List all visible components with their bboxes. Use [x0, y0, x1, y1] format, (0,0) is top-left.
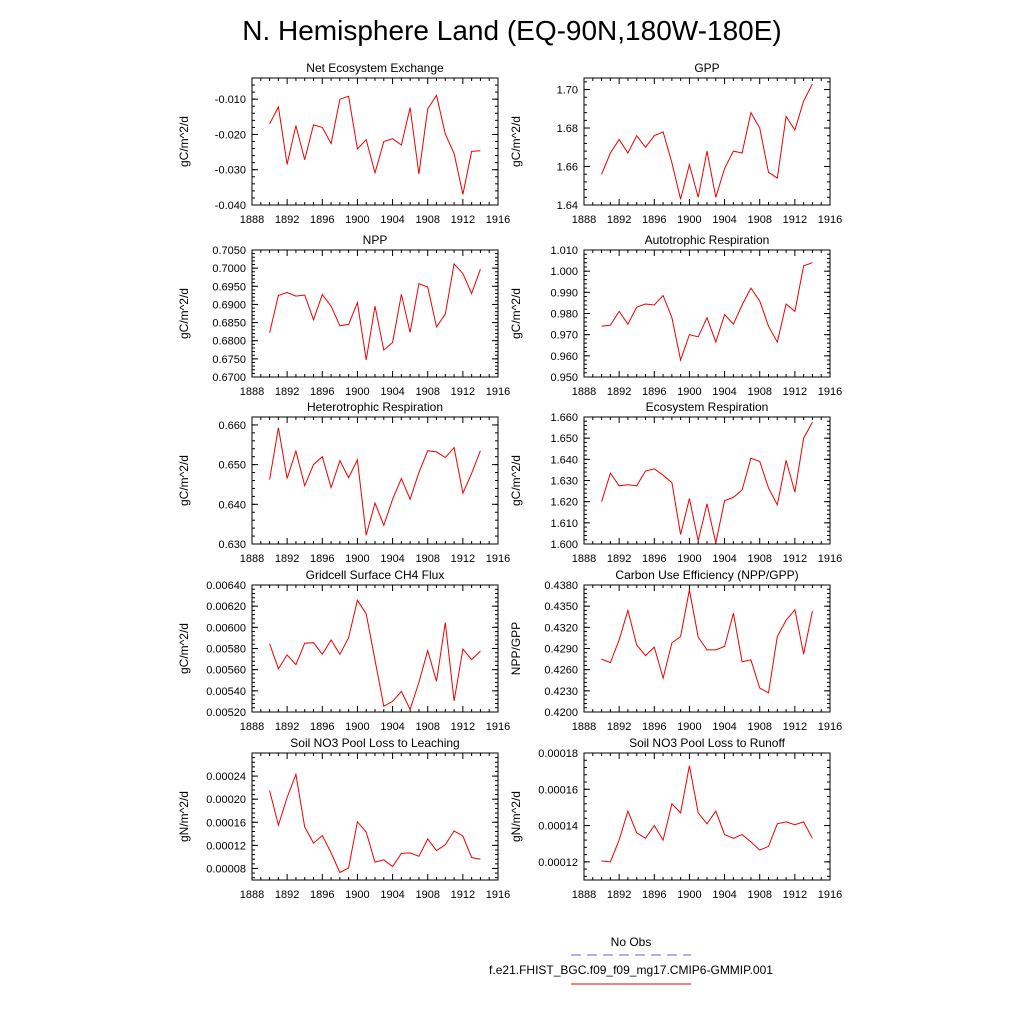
y-tick-label: 0.660 [218, 419, 246, 432]
y-tick-label: 0.4230 [544, 685, 578, 698]
panel-net-ecosystem-exchange [177, 61, 510, 226]
x-tick-label: 1900 [677, 214, 702, 226]
x-tick-label: 1900 [677, 889, 702, 901]
y-tick-label: 0.00640 [206, 580, 246, 592]
x-tick-label: 1896 [642, 721, 667, 733]
y-tick-label: 0.6850 [212, 317, 246, 330]
x-tick-label: 1916 [485, 721, 511, 733]
x-tick-label: 1912 [450, 721, 476, 733]
y-tick-label: 0.4350 [544, 601, 578, 614]
panel-title: Net Ecosystem Exchange [306, 61, 444, 75]
y-tick-label: 0.960 [550, 350, 578, 363]
x-tick-label: 1912 [782, 553, 808, 565]
x-tick-label: 1908 [747, 553, 772, 565]
y-tick-label: 1.000 [550, 266, 578, 279]
panel-autotrophic-respiration [509, 233, 842, 398]
panel-title: Soil NO3 Pool Loss to Leaching [290, 736, 460, 750]
x-tick-label: 1900 [677, 553, 702, 565]
y-tick-label: -0.030 [214, 164, 246, 177]
panel-grid [177, 61, 842, 901]
figure-title: N. Hemisphere Land (EQ-90N,180W-180E) [242, 15, 782, 46]
x-tick-label: 1888 [239, 386, 265, 398]
y-tick-label: 0.00560 [206, 664, 246, 677]
y-axis-label: gC/m^2/d [177, 455, 191, 506]
x-tick-label: 1900 [345, 721, 370, 733]
x-tick-label: 1904 [380, 214, 405, 226]
plot-frame [584, 753, 830, 880]
y-axis-label: gN/m^2/d [509, 791, 523, 842]
y-tick-label: 1.600 [550, 539, 578, 551]
y-tick-label: -0.040 [214, 200, 246, 212]
y-tick-label: 0.6750 [212, 353, 246, 366]
x-tick-label: 1896 [642, 889, 667, 901]
y-tick-label: 1.64 [556, 200, 578, 212]
x-tick-label: 1904 [712, 214, 737, 226]
legend-label-no-obs: No Obs [610, 935, 652, 949]
plot-frame [252, 585, 498, 712]
y-axis-label: gC/m^2/d [509, 455, 523, 506]
series-line [602, 766, 813, 862]
x-tick-label: 1904 [380, 386, 405, 398]
y-tick-label: 1.620 [550, 496, 578, 509]
x-tick-label: 1916 [817, 553, 843, 565]
x-tick-label: 1896 [310, 214, 335, 226]
x-tick-label: 1892 [606, 214, 632, 226]
panel-gridcell-surface-ch4-flux [177, 568, 510, 733]
x-tick-label: 1912 [782, 721, 808, 733]
x-tick-label: 1888 [239, 721, 265, 733]
y-tick-label: 0.00008 [206, 863, 246, 876]
x-tick-label: 1888 [571, 553, 597, 565]
x-tick-label: 1892 [274, 386, 300, 398]
y-tick-label: 0.00012 [206, 840, 246, 853]
series-line [602, 590, 813, 693]
y-tick-label: 0.640 [218, 499, 246, 512]
y-tick-label: 1.68 [556, 123, 578, 136]
x-tick-label: 1916 [485, 889, 511, 901]
y-tick-label: 1.010 [550, 245, 578, 257]
x-tick-label: 1892 [606, 721, 632, 733]
x-tick-label: 1896 [310, 889, 335, 901]
y-tick-label: 0.7000 [212, 263, 246, 276]
legend-label-model-run: f.e21.FHIST_BGC.f09_f09_mg17.CMIP6-GMMIP.001 [489, 963, 773, 977]
x-tick-label: 1888 [239, 214, 265, 226]
y-tick-label: 0.00540 [206, 685, 246, 698]
x-tick-label: 1912 [450, 386, 476, 398]
y-tick-label: 0.4260 [544, 664, 578, 677]
x-tick-label: 1900 [345, 214, 370, 226]
x-tick-label: 1912 [782, 386, 808, 398]
panel-title: Heterotrophic Respiration [306, 400, 444, 414]
series-line [270, 95, 481, 194]
x-tick-label: 1916 [817, 214, 843, 226]
panel-soil-no3-pool-loss-to-runoff [509, 736, 842, 901]
x-tick-label: 1896 [310, 721, 335, 733]
y-tick-label: 1.640 [550, 454, 578, 467]
y-tick-label: -0.010 [214, 94, 246, 107]
y-tick-label: 0.00016 [538, 784, 578, 797]
series-line [602, 84, 813, 199]
panel-ecosystem-respiration [509, 400, 842, 565]
y-tick-label: 0.00024 [206, 771, 246, 784]
series-line [602, 263, 813, 360]
y-tick-label: 1.660 [550, 412, 578, 424]
y-tick-label: -0.020 [214, 129, 246, 142]
y-tick-label: 0.00620 [206, 601, 246, 614]
y-tick-label: 0.00020 [206, 794, 246, 807]
y-axis-label: gC/m^2/d [177, 623, 191, 674]
y-tick-label: 0.6900 [212, 299, 246, 312]
y-tick-label: 0.6700 [212, 372, 246, 384]
x-tick-label: 1904 [712, 553, 737, 565]
y-tick-label: 0.4200 [544, 707, 578, 719]
y-tick-label: 1.630 [550, 475, 578, 488]
x-tick-label: 1908 [747, 214, 772, 226]
y-axis-label: NPP/GPP [509, 621, 523, 676]
x-tick-label: 1892 [274, 721, 300, 733]
plot-frame [584, 585, 830, 712]
x-tick-label: 1916 [817, 386, 843, 398]
y-tick-label: 0.00012 [538, 856, 578, 869]
panel-title: Soil NO3 Pool Loss to Runoff [629, 736, 785, 750]
y-tick-label: 0.00018 [538, 748, 578, 760]
y-axis-label: gC/m^2/d [177, 116, 191, 167]
plot-frame [252, 417, 498, 544]
y-tick-label: 1.70 [556, 84, 578, 97]
x-tick-label: 1908 [415, 553, 440, 565]
x-tick-label: 1904 [712, 889, 737, 901]
x-tick-label: 1912 [782, 214, 808, 226]
x-tick-label: 1912 [450, 889, 476, 901]
x-tick-label: 1892 [274, 889, 300, 901]
y-tick-label: 1.610 [550, 517, 578, 530]
y-tick-label: 0.6800 [212, 335, 246, 348]
x-tick-label: 1892 [606, 889, 632, 901]
x-tick-label: 1888 [571, 386, 597, 398]
x-tick-label: 1892 [606, 553, 632, 565]
x-tick-label: 1896 [310, 553, 335, 565]
x-tick-label: 1916 [817, 889, 843, 901]
y-tick-label: 0.00014 [538, 820, 578, 833]
x-tick-label: 1904 [380, 889, 405, 901]
x-tick-label: 1888 [571, 214, 597, 226]
x-tick-label: 1908 [415, 386, 440, 398]
x-tick-label: 1908 [747, 889, 772, 901]
x-tick-label: 1908 [415, 721, 440, 733]
y-tick-label: 0.4290 [544, 643, 578, 656]
x-tick-label: 1900 [345, 889, 370, 901]
x-tick-label: 1912 [450, 553, 476, 565]
series-line [602, 422, 813, 543]
x-tick-label: 1888 [571, 889, 597, 901]
series-line [270, 774, 481, 872]
x-tick-label: 1900 [345, 553, 370, 565]
y-tick-label: 0.00520 [206, 707, 246, 719]
x-tick-label: 1900 [677, 386, 702, 398]
x-tick-label: 1896 [310, 386, 335, 398]
panel-title: Carbon Use Efficiency (NPP/GPP) [615, 568, 799, 582]
y-tick-label: 0.00016 [206, 817, 246, 830]
plot-frame [252, 250, 498, 377]
x-tick-label: 1896 [642, 553, 667, 565]
y-tick-label: 0.4380 [544, 580, 578, 592]
panel-title: NPP [362, 233, 388, 247]
panel-carbon-use-efficiency-npp-gpp [509, 568, 842, 733]
panel-npp [177, 233, 510, 398]
x-tick-label: 1908 [747, 721, 772, 733]
y-tick-label: 1.66 [556, 161, 578, 174]
x-tick-label: 1888 [571, 721, 597, 733]
x-tick-label: 1908 [747, 386, 772, 398]
y-tick-label: 0.990 [550, 287, 578, 300]
x-tick-label: 1892 [606, 386, 632, 398]
y-axis-label: gC/m^2/d [509, 288, 523, 339]
x-tick-label: 1900 [677, 721, 702, 733]
y-tick-label: 0.6950 [212, 281, 246, 294]
legend [489, 935, 773, 984]
x-tick-label: 1888 [239, 553, 265, 565]
y-tick-label: 0.630 [218, 539, 246, 551]
x-tick-label: 1908 [415, 889, 440, 901]
x-tick-label: 1900 [345, 386, 370, 398]
x-tick-label: 1916 [485, 553, 511, 565]
x-tick-label: 1892 [274, 553, 300, 565]
x-tick-label: 1916 [817, 721, 843, 733]
x-tick-label: 1912 [782, 889, 808, 901]
panel-title: Gridcell Surface CH4 Flux [305, 568, 445, 582]
x-tick-label: 1912 [450, 214, 476, 226]
x-tick-label: 1904 [380, 721, 405, 733]
y-tick-label: 0.4320 [544, 622, 578, 635]
x-tick-label: 1904 [712, 721, 737, 733]
x-tick-label: 1896 [642, 214, 667, 226]
plot-frame [584, 417, 830, 544]
y-tick-label: 0.00580 [206, 643, 246, 656]
y-tick-label: 0.650 [218, 459, 246, 472]
panel-heterotrophic-respiration [177, 400, 510, 565]
panel-gpp [509, 61, 842, 226]
series-line [270, 428, 481, 536]
panel-soil-no3-pool-loss-to-leaching [177, 736, 510, 901]
y-tick-label: 0.00600 [206, 622, 246, 635]
y-tick-label: 0.7050 [212, 245, 246, 257]
y-axis-label: gC/m^2/d [509, 116, 523, 167]
y-tick-label: 0.950 [550, 372, 578, 384]
x-tick-label: 1896 [642, 386, 667, 398]
series-line [270, 600, 481, 709]
series-line [270, 264, 481, 360]
x-tick-label: 1888 [239, 889, 265, 901]
y-tick-label: 1.650 [550, 433, 578, 446]
x-tick-label: 1904 [380, 553, 405, 565]
y-tick-label: 0.980 [550, 308, 578, 321]
y-axis-label: gC/m^2/d [177, 288, 191, 339]
x-tick-label: 1916 [485, 214, 511, 226]
panel-title: Ecosystem Respiration [645, 400, 769, 414]
x-tick-label: 1904 [712, 386, 737, 398]
panel-title: GPP [694, 61, 720, 75]
panel-title: Autotrophic Respiration [644, 233, 770, 247]
x-tick-label: 1916 [485, 386, 511, 398]
y-axis-label: gN/m^2/d [177, 791, 191, 842]
x-tick-label: 1908 [415, 214, 440, 226]
x-tick-label: 1892 [274, 214, 300, 226]
y-tick-label: 0.970 [550, 329, 578, 342]
